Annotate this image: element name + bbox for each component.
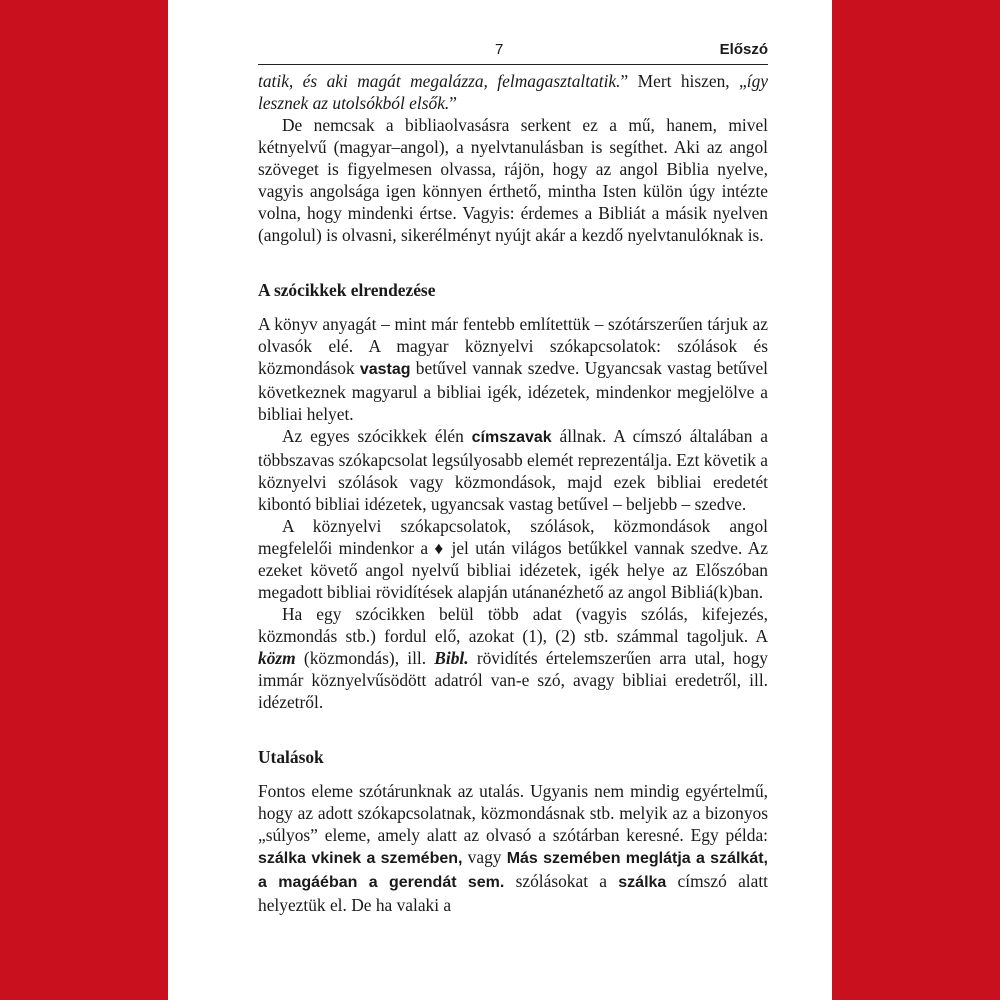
text-run: A könyv anyagát – mint már fentebb említettük – szótárszerűen tárjuk az olvasók elé. A magyar köznyelvi szókapcsolatok: szólások és közmondások [258,314,768,378]
bold-term: szálka [618,874,667,891]
paragraph-continuation [258,70,768,114]
text-run: ” [449,93,457,113]
section-heading-arrangement: A szócikkek elrendezése [258,280,436,300]
section-heading-references: Utalások [258,747,324,767]
section-title: Előszó [719,41,768,58]
paragraph-references [258,780,768,916]
page-number: 7 [495,41,504,58]
text-run: címszó alatt helyeztük el. De ha valaki a [258,871,768,915]
text-run: Fontos eleme szótárunknak az utalás. Ugyanis nem mindig egyértelmű, hogy az adott szókapcsolatnak, közmondásnak stb. melyik az a bizonyos „súlyos” eleme, amely alatt az olvasó a szótárban keresné. Egy példa: [258,781,768,845]
text-run: betűvel vannak szedve. Ugyancsak vastag betűvel következnek magyarul a bibliai igék, idézetek, mindenkor megjelölve a bibliai helyet. [258,358,768,424]
text-run: rövidítés értelemszerűen arra utal, hogy immár köznyelvűsödött adatról van-e szó, avagy bibliai eredetről, ill. idézetről. [258,648,768,712]
text-run: szólásokat a [504,871,619,891]
text-run: (közmondás), ill. [295,648,435,668]
paragraph-english-equivalents: A köznyelvi szókapcsolatok, szólások, közmondások angol megfelelői mindenkor a ♦ jel után világos betűkkel vannak szedve. Az ezeket követő angol nyelvű bibliai idézetek, igék helye az Előszóban megadott bibliai rövidítések alapján utánanézhető az angol Bibliá(k)ban. [258,516,768,602]
bold-example: Más szemében meglátja a szálkát, a magáéban a gerendát sem. [258,850,768,891]
text-run: ” Mert hiszen, „ [620,71,747,91]
bold-term: címszavak [471,429,552,446]
text-run: Ha egy szócikken belül több adat (vagyis szólás, kifejezés, közmondás stb.) fordul elő, azokat (1), (2) stb. számmal tagoljuk. A [258,604,768,646]
page-body [258,70,768,916]
running-header [258,40,768,65]
paragraph-headwords [258,425,768,515]
text-run: vagy [462,847,507,867]
book-page [168,0,832,1000]
text-run: állnak. A címszó általában a többszavas szókapcsolat legsúlyosabb elemét reprezentálja. Ezt követik a köznyelvi szólások vagy közmondások, majd ezek bibliai eredetét kibontó bibliai idézetek, ugyancsak vastag betűvel – beljebb – szedve. [258,426,768,514]
text-run: Az egyes szócikkek élén [282,426,472,446]
abbreviation-kozm: közm [258,648,296,668]
abbreviation-bibl: Bibl. [434,648,469,668]
italic-quote: tatik, és aki magát megalázza, felmagasztaltatik. [258,71,621,91]
paragraph-numbering [258,603,768,713]
bold-example: szálka vkinek a szemében, [258,850,463,867]
paragraph-book-material [258,313,768,425]
italic-quote: így lesznek az utolsókból elsők. [258,71,769,113]
bold-term: vastag [359,361,411,378]
paragraph-bilingual: De nemcsak a bibliaolvasásra serkent ez a mű, hanem, mivel kétnyelvű (magyar–angol), a nyelvtanulásban is segíthet. Aki az angol szöveget is figyelmesen olvassa, rájön, hogy az angol Biblia nyelve, vagyis angolsága igen könnyen érthető, mintha Isten külön úgy intézte volna, hogy mindenki értse. Vagyis: érdemes a Bibliát a másik nyelven (angolul) is olvasni, sikerélményt nyújt akár a kezdő nyelvtanulóknak is. [258,115,768,245]
